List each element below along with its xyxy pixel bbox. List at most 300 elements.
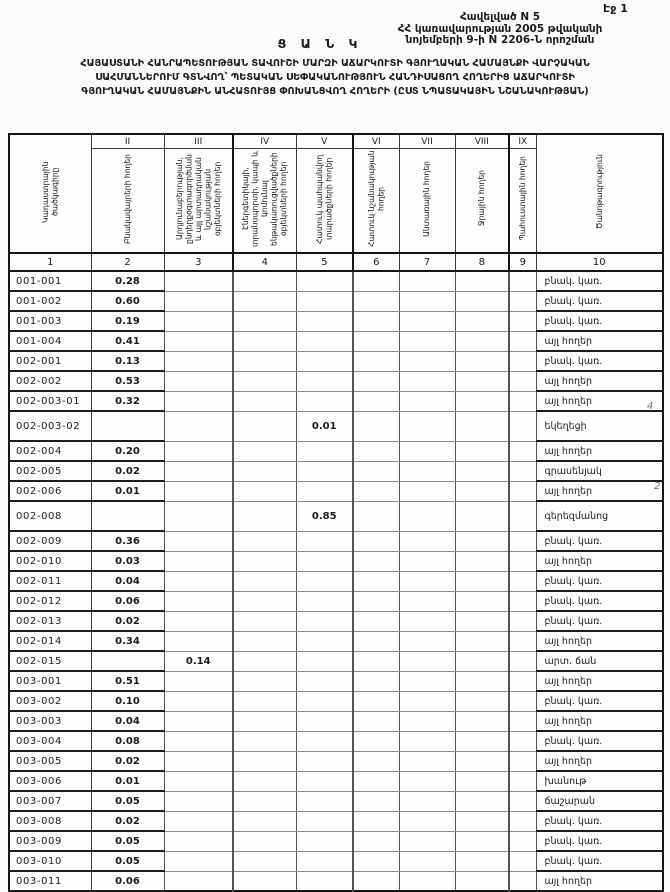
table-row xyxy=(9,331,663,351)
table-row xyxy=(9,371,663,391)
area-value-cell xyxy=(455,691,509,711)
area-value-cell xyxy=(399,871,455,891)
col-header xyxy=(455,149,509,254)
note-cell: բնակ. կառ. xyxy=(536,611,663,631)
area-value-cell: 0.41 xyxy=(91,331,164,351)
col-header xyxy=(399,149,455,254)
table-row xyxy=(9,651,663,671)
area-value-cell xyxy=(399,411,455,441)
area-value-cell xyxy=(353,371,399,391)
area-value-cell xyxy=(296,751,353,771)
table-row xyxy=(9,771,663,791)
area-value-cell xyxy=(455,611,509,631)
area-value-cell xyxy=(399,671,455,691)
area-value-cell xyxy=(509,731,536,751)
area-value-cell xyxy=(455,571,509,591)
area-value-cell xyxy=(509,811,536,831)
col-index: 2 xyxy=(91,253,164,271)
cadastral-code-cell: 002-015 xyxy=(9,651,91,671)
area-value-cell xyxy=(399,851,455,871)
area-value-cell xyxy=(164,871,233,891)
area-value-cell: 0.01 xyxy=(296,411,353,441)
area-value-cell xyxy=(455,291,509,311)
area-value-cell xyxy=(296,531,353,551)
area-value-cell xyxy=(455,461,509,481)
area-value-cell xyxy=(164,571,233,591)
area-value-cell xyxy=(233,371,296,391)
area-value-cell xyxy=(164,271,233,291)
area-value-cell xyxy=(353,831,399,851)
table-row xyxy=(9,731,663,751)
area-value-cell xyxy=(353,791,399,811)
note-cell: այլ հողեր xyxy=(536,751,663,771)
col-index: 1 xyxy=(9,253,91,271)
area-value-cell xyxy=(509,651,536,671)
area-value-cell xyxy=(164,751,233,771)
area-value-cell xyxy=(353,551,399,571)
cadastral-code-cell: 002-004 xyxy=(9,441,91,461)
cadastral-code-cell: 003-007 xyxy=(9,791,91,811)
area-value-cell xyxy=(296,351,353,371)
area-value-cell xyxy=(164,711,233,731)
area-value-cell: 0.51 xyxy=(91,671,164,691)
table-row xyxy=(9,811,663,831)
area-value-cell xyxy=(399,551,455,571)
area-value-cell xyxy=(455,311,509,331)
col-numeral: II xyxy=(91,134,164,149)
area-value-cell xyxy=(164,831,233,851)
col-header-label: Հատուկ պահպանվող տարածքների հողեր xyxy=(314,153,334,244)
area-value-cell xyxy=(353,351,399,371)
area-value-cell xyxy=(399,771,455,791)
area-value-cell: 0.06 xyxy=(91,871,164,891)
government-line-1: ՀՀ կառավարության 2005 թվականի xyxy=(397,22,603,35)
area-value-cell xyxy=(164,501,233,531)
appendix-line: Հավելված N 5 xyxy=(459,11,541,23)
cadastral-code-cell: 003-011 xyxy=(9,871,91,891)
area-value-cell xyxy=(455,651,509,671)
area-value-cell xyxy=(353,871,399,891)
area-value-cell xyxy=(296,851,353,871)
area-value-cell xyxy=(233,291,296,311)
area-value-cell xyxy=(296,311,353,331)
area-value-cell: 0.36 xyxy=(91,531,164,551)
note-cell: բնակ. կառ. xyxy=(536,811,663,831)
table-row xyxy=(9,291,663,311)
col-numeral: VIII xyxy=(455,134,509,149)
area-value-cell xyxy=(399,691,455,711)
area-value-cell xyxy=(353,751,399,771)
col-numeral: IX xyxy=(509,134,536,149)
area-value-cell xyxy=(509,481,536,501)
area-value-cell xyxy=(509,331,536,351)
area-value-cell xyxy=(233,871,296,891)
cadastral-code-cell: 003-005 xyxy=(9,751,91,771)
col-header-label: Էներգետիկայի, տրանսպորտի, կապի և կոմունալ ենթակառուցվածքների օբյեկտների հողեր xyxy=(241,150,288,247)
area-value-cell xyxy=(233,591,296,611)
area-value-cell xyxy=(296,371,353,391)
area-value-cell: 0.32 xyxy=(91,391,164,411)
col-numeral: VII xyxy=(399,134,455,149)
area-value-cell xyxy=(296,731,353,751)
note-cell: բնակ. կառ. xyxy=(536,691,663,711)
note-cell: գրասենյակ xyxy=(536,461,663,481)
area-value-cell xyxy=(399,331,455,351)
area-value-cell: 0.28 xyxy=(91,271,164,291)
col-index: 4 xyxy=(233,253,296,271)
table-row xyxy=(9,711,663,731)
area-value-cell xyxy=(455,771,509,791)
area-value-cell xyxy=(509,711,536,731)
area-value-cell xyxy=(233,831,296,851)
note-cell: այլ հողեր xyxy=(536,551,663,571)
table-row xyxy=(9,481,663,501)
table-row xyxy=(9,461,663,481)
area-value-cell xyxy=(353,611,399,631)
area-value-cell xyxy=(164,631,233,651)
area-value-cell: 0.05 xyxy=(91,851,164,871)
table-header xyxy=(9,134,663,271)
cadastral-code-cell: 001-001 xyxy=(9,271,91,291)
cadastral-code-cell: 003-006 xyxy=(9,771,91,791)
area-value-cell xyxy=(164,351,233,371)
col-header xyxy=(509,149,536,254)
area-value-cell xyxy=(399,591,455,611)
note-cell: այլ հողեր xyxy=(536,631,663,651)
table-row xyxy=(9,441,663,461)
col-header-cadastral-code-label: Կադաստրային ծածկագիրը xyxy=(40,160,60,223)
note-cell: ճաշարան xyxy=(536,791,663,811)
cadastral-code-cell: 002-006 xyxy=(9,481,91,501)
area-value-cell xyxy=(233,811,296,831)
area-value-cell: 0.53 xyxy=(91,371,164,391)
table-row xyxy=(9,671,663,691)
area-value-cell xyxy=(164,731,233,751)
area-value-cell xyxy=(296,871,353,891)
title-line-2: ՍԱՀՄԱՆՆԵՐՈՒՄ ԳՏՆՎՈՂ՝ ՊԵՏԱԿԱՆ ՍԵՓԱԿԱՆՈՒԹՅՈՒՆ ՀԱՆԴԻՍԱՑՈՂ ՀՈՂԵՐԻՑ ԱՃԱՐԿՈՒՏԻ xyxy=(95,71,575,83)
note-cell: այլ հողեր xyxy=(536,671,663,691)
cadastral-code-cell: 002-008 xyxy=(9,501,91,531)
area-value-cell xyxy=(353,411,399,441)
area-value-cell xyxy=(164,391,233,411)
area-value-cell xyxy=(164,591,233,611)
note-cell: բնակ. կառ. xyxy=(536,831,663,851)
area-value-cell xyxy=(399,441,455,461)
area-value-cell: 0.60 xyxy=(91,291,164,311)
cadastral-code-cell: 002-014 xyxy=(9,631,91,651)
col-header-label: Բնակավայրերի հողեր xyxy=(122,153,132,244)
area-value-cell xyxy=(164,461,233,481)
document-title xyxy=(4,57,666,98)
area-value-cell xyxy=(233,751,296,771)
area-value-cell xyxy=(509,671,536,691)
area-value-cell xyxy=(509,441,536,461)
area-value-cell xyxy=(296,551,353,571)
area-value-cell xyxy=(509,791,536,811)
table-row xyxy=(9,851,663,871)
area-value-cell xyxy=(353,391,399,411)
area-value-cell xyxy=(353,441,399,461)
cadastral-code-cell: 002-010 xyxy=(9,551,91,571)
note-cell: բնակ. կառ. xyxy=(536,571,663,591)
area-value-cell xyxy=(455,351,509,371)
area-value-cell xyxy=(509,591,536,611)
area-value-cell xyxy=(164,531,233,551)
area-value-cell: 0.03 xyxy=(91,551,164,571)
area-value-cell xyxy=(509,631,536,651)
note-cell: այլ հողեր xyxy=(536,391,663,411)
area-value-cell xyxy=(233,481,296,501)
area-value-cell: 0.02 xyxy=(91,611,164,631)
area-value-cell xyxy=(353,291,399,311)
area-value-cell xyxy=(455,751,509,771)
area-value-cell xyxy=(164,331,233,351)
area-value-cell xyxy=(233,551,296,571)
area-value-cell xyxy=(296,391,353,411)
area-value-cell xyxy=(399,811,455,831)
cadastral-code-cell: 002-012 xyxy=(9,591,91,611)
government-line-2: նոյեմբերի 9-ի N 2206-Ն որոշման xyxy=(405,34,595,46)
area-value-cell: 0.13 xyxy=(91,351,164,371)
area-value-cell xyxy=(296,331,353,351)
col-index: 5 xyxy=(296,253,353,271)
area-value-cell xyxy=(233,671,296,691)
area-value-cell: 0.20 xyxy=(91,441,164,461)
col-header xyxy=(296,149,353,254)
area-value-cell: 0.01 xyxy=(91,481,164,501)
area-value-cell xyxy=(164,671,233,691)
area-value-cell xyxy=(233,571,296,591)
handwritten-margin-mark: 4 xyxy=(647,401,654,412)
area-value-cell xyxy=(455,831,509,851)
area-value-cell xyxy=(233,631,296,651)
table-row xyxy=(9,831,663,851)
note-cell: խանութ xyxy=(536,771,663,791)
area-value-cell xyxy=(353,851,399,871)
area-value-cell xyxy=(455,631,509,651)
note-cell: այլ հողեր xyxy=(536,711,663,731)
cadastral-code-cell: 001-004 xyxy=(9,331,91,351)
area-value-cell xyxy=(455,391,509,411)
area-value-cell xyxy=(455,671,509,691)
cadastral-code-cell: 002-003-01 xyxy=(9,391,91,411)
area-value-cell xyxy=(455,331,509,351)
area-value-cell xyxy=(399,271,455,291)
area-value-cell xyxy=(91,651,164,671)
area-value-cell xyxy=(399,571,455,591)
note-cell: այլ հողեր xyxy=(536,871,663,891)
area-value-cell: 0.04 xyxy=(91,711,164,731)
area-value-cell xyxy=(296,711,353,731)
cadastral-code-cell: 003-001 xyxy=(9,671,91,691)
col-numeral: VI xyxy=(353,134,399,149)
area-value-cell xyxy=(455,481,509,501)
area-value-cell xyxy=(509,371,536,391)
table-row xyxy=(9,271,663,291)
table-row xyxy=(9,311,663,331)
table-row xyxy=(9,751,663,771)
area-value-cell xyxy=(455,501,509,531)
handwritten-margin-mark: 2 xyxy=(654,481,661,492)
area-value-cell xyxy=(399,711,455,731)
area-value-cell: 0.02 xyxy=(91,811,164,831)
area-value-cell xyxy=(164,611,233,631)
area-value-cell xyxy=(509,851,536,871)
doc-type-heading: Ց Ա Ն Կ xyxy=(277,36,363,51)
table-row xyxy=(9,691,663,711)
area-value-cell: 0.05 xyxy=(91,831,164,851)
area-value-cell xyxy=(455,791,509,811)
cadastral-code-cell: 002-009 xyxy=(9,531,91,551)
area-value-cell xyxy=(233,731,296,751)
area-value-cell xyxy=(399,351,455,371)
note-cell: այլ հողեր xyxy=(536,371,663,391)
area-value-cell xyxy=(164,791,233,811)
col-index: 8 xyxy=(455,253,509,271)
area-value-cell xyxy=(353,671,399,691)
area-value-cell xyxy=(296,571,353,591)
table-row xyxy=(9,351,663,371)
area-value-cell: 0.04 xyxy=(91,571,164,591)
note-cell: այլ հողեր xyxy=(536,441,663,461)
area-value-cell xyxy=(164,441,233,461)
area-value-cell xyxy=(399,791,455,811)
note-cell: բնակ. կառ. xyxy=(536,591,663,611)
cadastral-code-cell: 002-011 xyxy=(9,571,91,591)
area-value-cell: 0.02 xyxy=(91,751,164,771)
area-value-cell xyxy=(399,751,455,771)
area-value-cell xyxy=(164,771,233,791)
table-row xyxy=(9,871,663,891)
area-value-cell xyxy=(509,751,536,771)
area-value-cell xyxy=(296,791,353,811)
area-value-cell xyxy=(353,501,399,531)
area-value-cell xyxy=(296,691,353,711)
area-value-cell xyxy=(399,831,455,851)
land-transfer-table xyxy=(8,133,664,892)
area-value-cell xyxy=(233,791,296,811)
area-value-cell xyxy=(233,711,296,731)
table-row xyxy=(9,531,663,551)
cadastral-code-cell: 003-004 xyxy=(9,731,91,751)
area-value-cell: 0.19 xyxy=(91,311,164,331)
table-row xyxy=(9,411,663,441)
col-index: 6 xyxy=(353,253,399,271)
area-value-cell xyxy=(164,411,233,441)
area-value-cell xyxy=(233,331,296,351)
area-value-cell xyxy=(164,481,233,501)
area-value-cell xyxy=(164,851,233,871)
area-value-cell xyxy=(509,501,536,531)
area-value-cell xyxy=(91,411,164,441)
area-value-cell xyxy=(233,851,296,871)
note-cell: բնակ. կառ. xyxy=(536,731,663,751)
area-value-cell xyxy=(353,571,399,591)
table-row xyxy=(9,571,663,591)
col-numeral: V xyxy=(296,134,353,149)
area-value-cell xyxy=(233,771,296,791)
area-value-cell xyxy=(233,501,296,531)
area-value-cell xyxy=(233,351,296,371)
area-value-cell xyxy=(455,811,509,831)
area-value-cell xyxy=(509,391,536,411)
page-number: Էջ 1 xyxy=(603,2,628,15)
area-value-cell xyxy=(296,591,353,611)
note-cell: այլ հողեր xyxy=(536,331,663,351)
area-value-cell xyxy=(233,411,296,441)
area-value-cell xyxy=(353,771,399,791)
area-value-cell xyxy=(296,291,353,311)
col-header-label: Անտառային հողեր xyxy=(422,160,432,237)
area-value-cell xyxy=(509,531,536,551)
area-value-cell xyxy=(509,271,536,291)
col-index: 9 xyxy=(509,253,536,271)
area-value-cell: 0.05 xyxy=(91,791,164,811)
area-value-cell xyxy=(455,871,509,891)
table-row xyxy=(9,631,663,651)
col-header xyxy=(164,149,233,254)
area-value-cell xyxy=(353,731,399,751)
area-value-cell xyxy=(455,271,509,291)
col-header-label: Հատուկ նշանակության հողեր xyxy=(366,150,386,247)
col-header-cadastral-code xyxy=(9,134,91,253)
col-header-label: Պահուստային հողեր xyxy=(518,156,527,241)
cadastral-code-cell: 003-002 xyxy=(9,691,91,711)
col-header-label: Ջրային հողեր xyxy=(477,170,486,227)
col-header-note xyxy=(536,134,663,253)
area-value-cell xyxy=(399,481,455,501)
col-numeral: IV xyxy=(233,134,296,149)
area-value-cell xyxy=(455,551,509,571)
cadastral-code-cell: 002-003-02 xyxy=(9,411,91,441)
area-value-cell xyxy=(509,311,536,331)
area-value-cell xyxy=(296,481,353,501)
area-value-cell xyxy=(164,371,233,391)
note-cell: արտ. ճան xyxy=(536,651,663,671)
area-value-cell: 0.02 xyxy=(91,461,164,481)
area-value-cell xyxy=(399,311,455,331)
area-value-cell xyxy=(353,591,399,611)
area-value-cell xyxy=(399,501,455,531)
area-value-cell xyxy=(399,531,455,551)
area-value-cell xyxy=(455,731,509,751)
cadastral-code-cell: 002-001 xyxy=(9,351,91,371)
cadastral-code-cell: 002-005 xyxy=(9,461,91,481)
area-value-cell xyxy=(509,611,536,631)
area-value-cell xyxy=(509,691,536,711)
area-value-cell xyxy=(399,611,455,631)
area-value-cell xyxy=(353,811,399,831)
area-value-cell xyxy=(296,671,353,691)
area-value-cell: 0.06 xyxy=(91,591,164,611)
area-value-cell xyxy=(296,461,353,481)
area-value-cell xyxy=(455,441,509,461)
area-value-cell xyxy=(233,391,296,411)
area-value-cell xyxy=(233,651,296,671)
area-value-cell xyxy=(353,531,399,551)
area-value-cell xyxy=(164,311,233,331)
col-numeral: III xyxy=(164,134,233,149)
area-value-cell xyxy=(353,331,399,351)
area-value-cell xyxy=(353,481,399,501)
col-header xyxy=(353,149,399,254)
area-value-cell xyxy=(455,851,509,871)
area-value-cell xyxy=(455,591,509,611)
area-value-cell xyxy=(233,441,296,461)
area-value-cell xyxy=(399,651,455,671)
title-line-1: ՀԱՅԱՍՏԱՆԻ ՀԱՆՐԱՊԵՏՈՒԹՅԱՆ ՏԱՎՈՒՇԻ ՄԱՐԶԻ ԱՃԱՐԿՈՒՏԻ ԳՅՈՒՂԱԿԱՆ ՀԱՄԱՅՆՔԻ ՎԱՐՉԱԿԱՆ xyxy=(80,58,590,69)
area-value-cell: 0.14 xyxy=(164,651,233,671)
